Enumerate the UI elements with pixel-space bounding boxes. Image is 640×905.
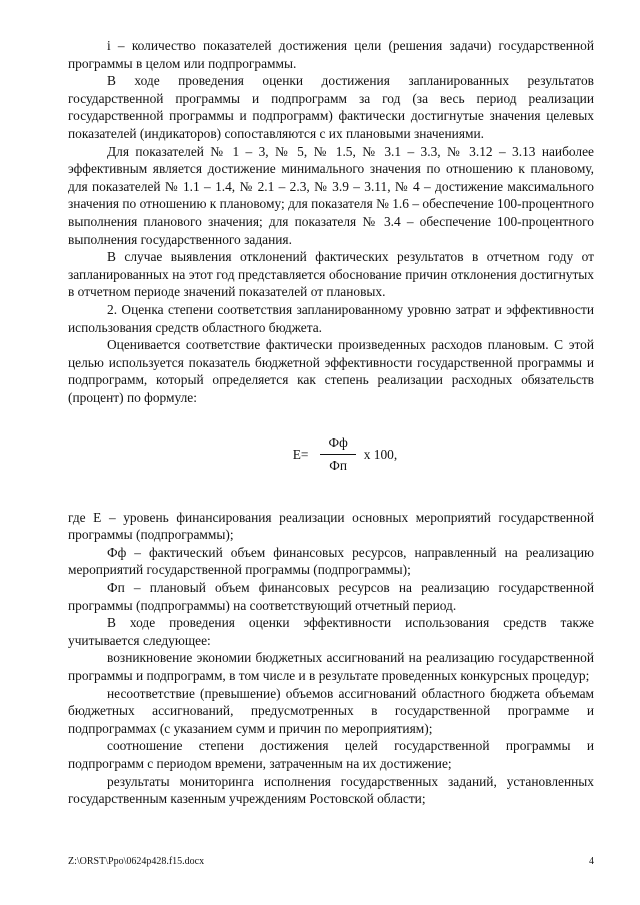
- paragraph: i – количество показателей достижения цели (решения задачи) государственной программы в целом или подпрограммы.: [68, 38, 594, 71]
- paragraph: В ходе проведения оценки достижения запланированных результатов государственной программы и подпрограмм за год (за весь период реализации государственной программы и подпрограмм) фактически достигнутые значения целевых показателей (индикаторов) сопоставляются с их плановыми значениями.: [68, 73, 594, 141]
- section-heading: 2. Оценка степени соответствия запланированному уровню затрат и эффективности использования средств областного бюджета.: [68, 301, 594, 335]
- formula-explanation: где E – уровень финансирования реализации основных мероприятий государственной программы (подпрограммы);: [68, 509, 594, 543]
- formula-numerator: Фф: [320, 434, 355, 455]
- paragraph: Для показателей № 1 – 3, № 5, № 1.5, № 3.1 – 3.3, № 3.12 – 3.13 наиболее эффективным является достижение минимального значения по отношению к плановому, для показателей № 1.1 – 1.4, № 2.1 – 2.3, № 3.9 – 3.11, № 4 – достижение максимального значения по отношению к плановому; для показателя № 1.6 – обеспечение 100-процентного выполнения планового значения; для показателя № 3.4 – обеспечение 100-процентного выполнения государственного задания.: [68, 143, 594, 247]
- footer-file-path: Z:\ORST\Ppo\0624p428.f15.docx: [68, 856, 205, 867]
- page-footer: [68, 856, 594, 868]
- formula-lhs: E=: [292, 446, 309, 462]
- paragraph: возникновение экономии бюджетных ассигнований на реализацию государственной программы и подпрограмм, в том числе и в результате проведенных конкурсных процедур;: [68, 650, 594, 683]
- page-number: 4: [589, 856, 594, 867]
- formula: [68, 434, 594, 474]
- paragraph: Оценивается соответствие фактически произведенных расходов плановым. С этой целью используется показатель бюджетной эффективности государственной программы и подпрограмм, который определяется как степень реализации расходных обязательств (процент) по формуле:: [68, 337, 594, 405]
- formula-denominator: Фп: [329, 458, 347, 474]
- paragraph: В случае выявления отклонений фактических результатов в отчетном году от запланированных на этот год представляется обоснование причин отклонения достигнутых в отчетном периоде значений показателей от плановых.: [68, 249, 594, 300]
- document-body: [68, 37, 594, 808]
- paragraph: Фп – плановый объем финансовых ресурсов на реализацию государственной программы (подпрограммы) на соответствующий отчетный период.: [68, 580, 594, 613]
- paragraph: результаты мониторинга исполнения государственных заданий, установленных государственным казенным учреждениям Ростовской области;: [68, 773, 594, 807]
- paragraph: несоответствие (превышение) объемов ассигнований областного бюджета объемам бюджетных ассигнований, предусмотренных в государственной программе и подпрограммах (с указанием сумм и причин по мероприятиям);: [68, 685, 594, 736]
- formula-fraction: [320, 434, 355, 474]
- paragraph: соотношение степени достижения целей государственной программы и подпрограмм с периодом времени, затраченным на их достижение;: [68, 738, 594, 771]
- paragraph: Фф – фактический объем финансовых ресурсов, направленный на реализацию мероприятий государственной программы (подпрограммы);: [68, 544, 594, 578]
- formula-rhs: x 100,: [363, 446, 398, 462]
- paragraph: В ходе проведения оценки эффективности использования средств также учитывается следующее:: [68, 615, 594, 648]
